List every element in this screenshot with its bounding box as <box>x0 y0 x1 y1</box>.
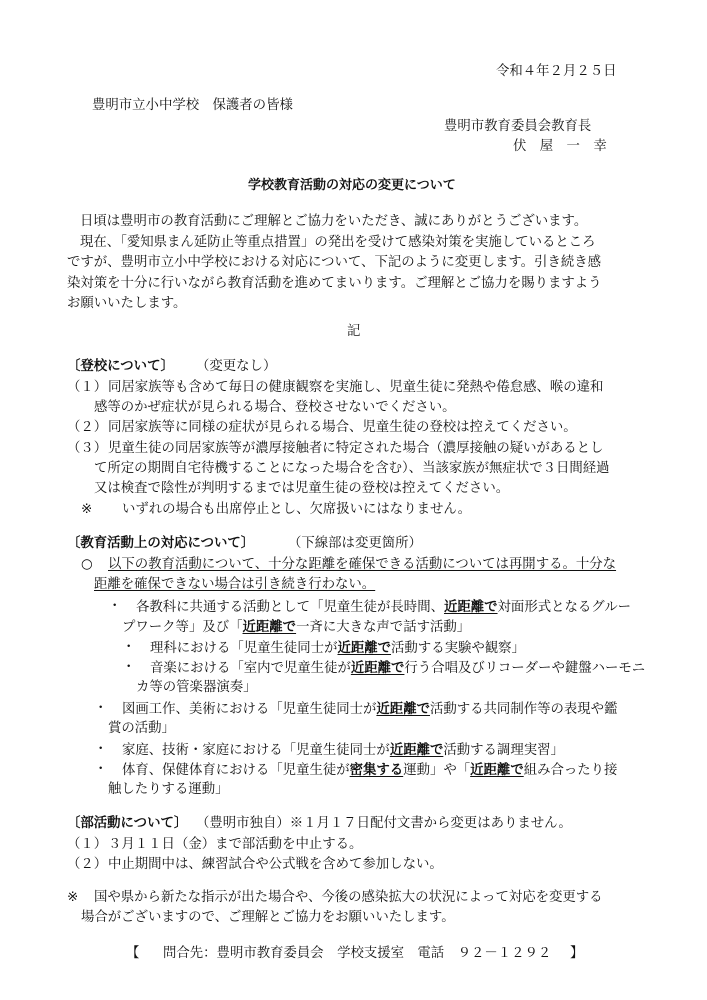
keyword-near: 近距離で <box>242 619 297 635</box>
intro-line-4: 染対策を十分に行いながら教育活動を進めてまいります。ご理解とご協力を賜りますよう <box>67 276 602 291</box>
education-lead-line-2: 距離を確保できない場合は引き続き行わない。 <box>94 577 376 592</box>
bullet-3-mark: ・ <box>122 660 136 675</box>
attendance-item-3-line-3: 又は検査で陰性が判明するまでは児童生徒の登校は控えてください。 <box>94 481 510 496</box>
bullet-4-mark: ・ <box>94 701 108 716</box>
recipient: 豊明市立小中学校 保護者の皆様 <box>92 98 293 113</box>
sender-title: 豊明市教育委員会教育長 <box>444 119 592 134</box>
keyword-near: 近距離で <box>376 701 430 717</box>
keyword-near: 近距離で <box>350 660 405 676</box>
keyword-near: 近距離で <box>389 742 444 758</box>
bullet-2-mark: ・ <box>122 640 136 655</box>
education-circle: ○ <box>81 557 93 572</box>
intro-line-1: 日頃は豊明市の教育活動にご理解とご協力をいただき、誠にありがとうございます。 <box>80 214 588 229</box>
bullet-6-line-2: 触したりする運動」 <box>108 782 229 797</box>
attendance-num-3: （３） <box>67 441 108 456</box>
attendance-item-1-line-1: 同居家族等も含めて毎日の健康観察を実施し、児童生徒に発熱や倦怠感、喉の違和 <box>108 380 604 395</box>
keyword-near: 近距離で <box>337 640 392 656</box>
footer-note-line-2: 場合がございますので、ご理解とご協力をお願いいたします。 <box>81 910 455 925</box>
bullet-5-line-1: 家庭、技術・家庭における「児童生徒同士が近距離で活動する調理実習」 <box>122 742 564 758</box>
attendance-note-mark: ※ <box>81 502 93 517</box>
attendance-item-3-line-1: 児童生徒の同居家族等が濃厚接触者に特定された場合（濃厚接触の疑いがあるとし <box>108 441 604 456</box>
footer-note-mark: ※ <box>67 890 79 905</box>
keyword-near: 近距離で <box>443 599 498 615</box>
attendance-heading: 〔登校について〕 <box>67 359 174 374</box>
bullet-4-line-1: 図画工作、美術における「児童生徒同士が近距離で活動する共同制作等の表現や鑑 <box>122 701 618 717</box>
attendance-note: （変更なし） <box>196 359 277 374</box>
contact-bracket-open: 【 <box>126 946 140 961</box>
intro-line-5: お願いいたします。 <box>67 296 187 311</box>
club-item-1: ３月１１日（金）まで部活動を中止する。 <box>108 837 363 852</box>
keyword-crowd: 密集する <box>349 762 404 778</box>
contact-text: 問合先：豊明市教育委員会 学校支援室 電話 ９２－１２９２ <box>163 946 552 961</box>
club-heading: 〔部活動について〕 <box>67 816 188 831</box>
bullet-3-line-1: 音楽における「室内で児童生徒が近距離で行う合唱及びリコーダーや鍵盤ハーモニ <box>150 660 646 676</box>
club-num-1: （１） <box>67 837 108 852</box>
club-num-2: （２） <box>67 857 108 872</box>
bullet-5-mark: ・ <box>94 742 108 757</box>
contact-bracket-close: 】 <box>570 946 584 961</box>
education-heading: 〔教育活動上の対応について〕 <box>67 536 255 551</box>
sender-name: 伏 屋 一 幸 <box>513 139 607 154</box>
intro-line-2: 現在、「愛知県まん延防止等重点措置」の発出を受けて感染対策を実施しているところ <box>80 235 596 250</box>
bullet-2-line-1: 理科における「児童生徒同士が近距離で活動する実験や観察」 <box>150 640 525 656</box>
attendance-item-3-line-2: て所定の期間自宅待機することになった場合を含む）、当該家族が無症状で３日間経過 <box>94 461 610 476</box>
footer-note-line-1: 国や県から新たな指示が出た場合や、今後の感染拡大の状況によって対応を変更する <box>94 890 603 905</box>
intro-line-3: ですが、豊明市立小中学校における対応について、下記のように変更します。引き続き感 <box>67 255 602 270</box>
bullet-4-line-2: 賞の活動」 <box>108 721 175 736</box>
education-lead-line-1: 以下の教育活動について、十分な距離を確保できる活動については再開する。十分な <box>108 557 617 572</box>
bullet-1-mark: ・ <box>108 599 122 614</box>
bullet-6-line-1: 体育、保健体育における「児童生徒が密集する運動」や「近距離で組み合ったり接 <box>122 762 618 778</box>
attendance-note-text: いずれの場合も出席停止とし、欠席扱いにはなりません。 <box>122 502 471 517</box>
education-note: （下線部は変更箇所） <box>288 536 422 551</box>
club-item-2: 中止期間中は、練習試合や公式戦を含めて参加しない。 <box>108 857 443 872</box>
bullet-1-line-2: プワーク等」及び「近距離で一斉に大きな声で話す活動」 <box>122 619 471 635</box>
ki-mark: 記 <box>347 324 361 339</box>
club-note: （豊明市独自）※１月１７日配付文書から変更はありません。 <box>196 816 572 831</box>
attendance-item-1-line-2: 感等のかぜ症状が見られる場合、登校させないでください。 <box>94 400 456 415</box>
keyword-near: 近距離で <box>470 762 524 778</box>
document-title: 学校教育活動の対応の変更について <box>248 178 456 193</box>
attendance-num-1: （１） <box>67 380 108 395</box>
bullet-6-mark: ・ <box>94 762 108 777</box>
attendance-item-2-line-1: 同居家族等に同様の症状が見られる場合、児童生徒の登校は控えてください。 <box>108 420 577 435</box>
bullet-1-line-1: 各教科に共通する活動として「児童生徒が長時間、近距離で対面形式となるグルー <box>136 599 632 615</box>
attendance-num-2: （２） <box>67 420 108 435</box>
date: 令和４年２月２５日 <box>496 64 617 79</box>
bullet-3-line-2: カ等の管楽器演奏」 <box>136 680 257 695</box>
